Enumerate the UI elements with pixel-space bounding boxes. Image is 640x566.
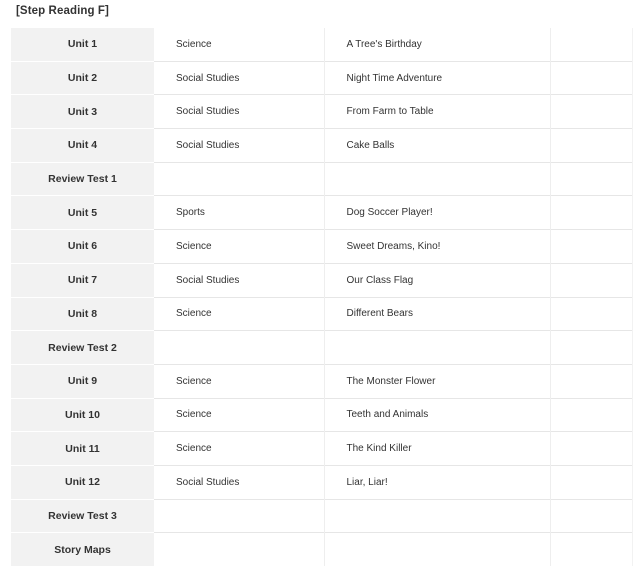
unit-cell: Unit 5: [11, 196, 154, 230]
extra-cell: [550, 398, 632, 432]
story-cell: Cake Balls: [324, 129, 550, 163]
story-cell: [324, 533, 550, 566]
story-cell: Our Class Flag: [324, 263, 550, 297]
unit-cell: Unit 7: [11, 263, 154, 297]
subject-cell: Social Studies: [154, 61, 324, 95]
contents-table-body: [11, 28, 632, 566]
unit-cell: Unit 6: [11, 230, 154, 264]
story-cell: Teeth and Animals: [324, 398, 550, 432]
extra-cell: [550, 28, 632, 61]
extra-cell: [550, 465, 632, 499]
story-cell: Liar, Liar!: [324, 465, 550, 499]
unit-cell: Review Test 1: [11, 162, 154, 196]
story-cell: [324, 162, 550, 196]
extra-cell: [550, 499, 632, 533]
story-cell: The Kind Killer: [324, 432, 550, 466]
subject-cell: Social Studies: [154, 465, 324, 499]
unit-cell: Unit 11: [11, 432, 154, 466]
unit-cell: Unit 12: [11, 465, 154, 499]
table-row: [11, 331, 632, 365]
table-row: [11, 364, 632, 398]
extra-cell: [550, 162, 632, 196]
subject-cell: [154, 533, 324, 566]
subject-cell: [154, 331, 324, 365]
subject-cell: Science: [154, 364, 324, 398]
table-row: [11, 95, 632, 129]
unit-cell: Unit 10: [11, 398, 154, 432]
extra-cell: [550, 432, 632, 466]
subject-cell: [154, 499, 324, 533]
unit-cell: Unit 2: [11, 61, 154, 95]
unit-cell: Unit 4: [11, 129, 154, 163]
extra-cell: [550, 196, 632, 230]
extra-cell: [550, 230, 632, 264]
extra-cell: [550, 61, 632, 95]
subject-cell: Sports: [154, 196, 324, 230]
table-row: [11, 432, 632, 466]
unit-cell: Unit 9: [11, 364, 154, 398]
extra-cell: [550, 263, 632, 297]
extra-cell: [550, 129, 632, 163]
table-row: [11, 263, 632, 297]
table-row: [11, 230, 632, 264]
story-cell: [324, 331, 550, 365]
contents-table: [11, 28, 633, 566]
subject-cell: Science: [154, 28, 324, 61]
unit-cell: Unit 8: [11, 297, 154, 331]
unit-cell: Unit 1: [11, 28, 154, 61]
extra-cell: [550, 364, 632, 398]
subject-cell: Science: [154, 230, 324, 264]
table-row: [11, 61, 632, 95]
unit-cell: Story Maps: [11, 533, 154, 566]
subject-cell: Science: [154, 432, 324, 466]
subject-cell: Social Studies: [154, 129, 324, 163]
extra-cell: [550, 297, 632, 331]
story-cell: Different Bears: [324, 297, 550, 331]
story-cell: The Monster Flower: [324, 364, 550, 398]
table-row: [11, 129, 632, 163]
unit-cell: Review Test 2: [11, 331, 154, 365]
story-cell: Night Time Adventure: [324, 61, 550, 95]
table-row: [11, 162, 632, 196]
table-row: [11, 465, 632, 499]
subject-cell: Science: [154, 398, 324, 432]
table-row: [11, 297, 632, 331]
extra-cell: [550, 331, 632, 365]
extra-cell: [550, 95, 632, 129]
extra-cell: [550, 533, 632, 566]
subject-cell: Social Studies: [154, 263, 324, 297]
page-title: [Step Reading F]: [16, 5, 109, 17]
story-cell: Sweet Dreams, Kino!: [324, 230, 550, 264]
subject-cell: [154, 162, 324, 196]
table-row: [11, 499, 632, 533]
table-row: [11, 196, 632, 230]
story-cell: [324, 499, 550, 533]
subject-cell: Social Studies: [154, 95, 324, 129]
table-row: [11, 28, 632, 61]
story-cell: A Tree's Birthday: [324, 28, 550, 61]
unit-cell: Review Test 3: [11, 499, 154, 533]
subject-cell: Science: [154, 297, 324, 331]
table-row: [11, 398, 632, 432]
story-cell: Dog Soccer Player!: [324, 196, 550, 230]
table-row: [11, 533, 632, 566]
story-cell: From Farm to Table: [324, 95, 550, 129]
unit-cell: Unit 3: [11, 95, 154, 129]
